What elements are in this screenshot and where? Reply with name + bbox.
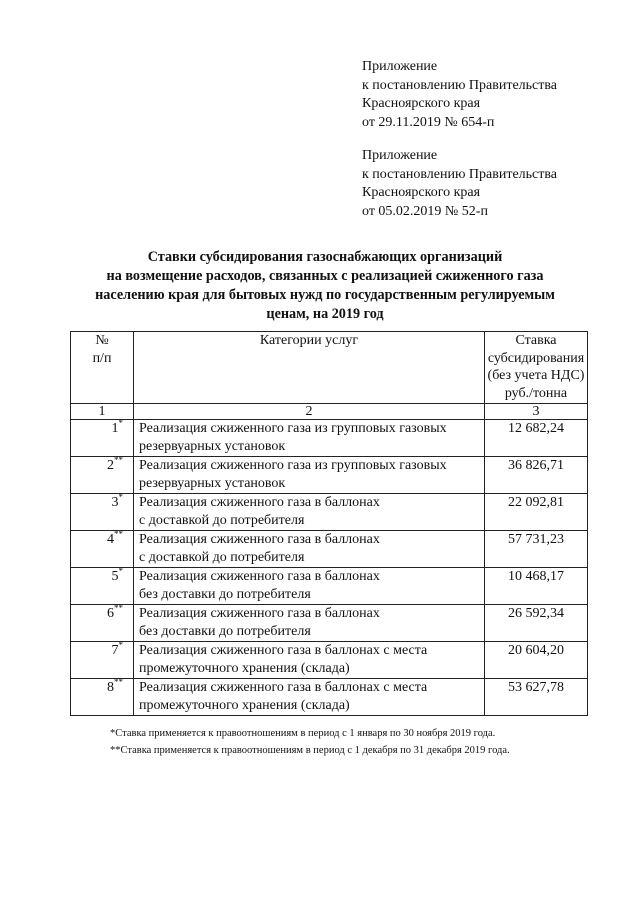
row-number bbox=[71, 531, 134, 568]
column-index: 3 bbox=[485, 404, 588, 420]
category-line: с доставкой до потребителя bbox=[139, 512, 305, 528]
service-category bbox=[134, 494, 485, 531]
subsidy-rate: 22 092,81 bbox=[485, 494, 588, 531]
column-index: 1 bbox=[71, 404, 134, 420]
footnote-marker: * bbox=[118, 566, 123, 576]
category-line: промежуточного хранения (склада) bbox=[139, 697, 350, 713]
category-line: Реализация сжиженного газа из групповых газовых bbox=[139, 458, 447, 473]
title-line: ценам, на 2019 год bbox=[266, 306, 384, 322]
column-index-row bbox=[71, 404, 588, 420]
category-line: Реализация сжиженного газа в баллонах с места bbox=[139, 643, 428, 658]
row-number bbox=[71, 420, 134, 457]
footnote-marker: ** bbox=[114, 603, 123, 613]
row-number bbox=[71, 494, 134, 531]
header-number bbox=[71, 332, 134, 404]
row-number bbox=[71, 568, 134, 605]
footnote-marker: * bbox=[118, 640, 123, 650]
service-category bbox=[134, 679, 485, 716]
subsidy-rate: 57 731,23 bbox=[485, 531, 588, 568]
title-line: на возмещение расходов, связанных с реализацией сжиженного газа bbox=[106, 268, 544, 284]
table-row bbox=[71, 679, 588, 716]
footnote-single-star: *Ставка применяется к правоотношениям в период с 1 января по 30 ноября 2019 года. bbox=[110, 728, 496, 739]
row-number-value: 8 bbox=[107, 680, 114, 695]
document-title bbox=[60, 248, 590, 324]
row-number-value: 3 bbox=[111, 495, 119, 510]
table-body bbox=[71, 420, 588, 716]
category-line: Реализация сжиженного газа в баллонах bbox=[139, 569, 380, 584]
appendix-region-line: Красноярского края bbox=[362, 96, 481, 111]
header-rate-line: (без учета НДС) bbox=[487, 368, 585, 383]
subsidy-rates-table bbox=[70, 331, 588, 716]
footnote-marker: ** bbox=[114, 677, 123, 687]
category-line: без доставки до потребителя bbox=[139, 586, 311, 602]
table-header-row bbox=[71, 332, 588, 404]
category-line: резервуарных установок bbox=[139, 475, 286, 491]
row-number-value: 5 bbox=[111, 569, 119, 584]
row-number-value: 6 bbox=[107, 606, 114, 621]
column-index: 2 bbox=[134, 404, 485, 420]
appendix-resolution-line: к постановлению Правительства bbox=[362, 77, 558, 93]
appendix-header-2 bbox=[362, 147, 557, 221]
row-number bbox=[71, 457, 134, 494]
footnote-marker: ** bbox=[114, 455, 123, 465]
table-row bbox=[71, 568, 588, 605]
header-number-abbr: п/п bbox=[92, 350, 112, 366]
subsidy-rate: 20 604,20 bbox=[485, 642, 588, 679]
category-line: резервуарных установок bbox=[139, 438, 286, 454]
appendix-label: Приложение bbox=[362, 59, 438, 74]
row-number-value: 1 bbox=[111, 421, 119, 436]
subsidy-rate: 26 592,34 bbox=[485, 605, 588, 642]
service-category bbox=[134, 605, 485, 642]
appendix-region-line: Красноярского края bbox=[362, 185, 481, 200]
table-row bbox=[71, 494, 588, 531]
service-category bbox=[134, 420, 485, 457]
subsidy-rate: 36 826,71 bbox=[485, 457, 588, 494]
footnote-marker: * bbox=[118, 418, 123, 428]
appendix-header-1 bbox=[362, 58, 557, 132]
service-category bbox=[134, 568, 485, 605]
header-rate-line: Ставка bbox=[515, 333, 557, 348]
table-row bbox=[71, 642, 588, 679]
subsidy-rate: 12 682,24 bbox=[485, 420, 588, 457]
footnote-marker: ** bbox=[114, 529, 123, 539]
header-category-label: Категории услуг bbox=[259, 333, 359, 348]
row-number bbox=[71, 679, 134, 716]
title-line: Ставки субсидирования газоснабжающих организаций bbox=[147, 249, 503, 265]
table-row bbox=[71, 457, 588, 494]
footnote-double-star: **Ставка применяется к правоотношениям в период с 1 декабря по 31 декабря 2019 года. bbox=[110, 745, 510, 756]
header-rate-line: субсидирования bbox=[487, 350, 585, 366]
row-number-value: 2 bbox=[107, 458, 114, 473]
category-line: промежуточного хранения (склада) bbox=[139, 660, 350, 676]
category-line: Реализация сжиженного газа в баллонах bbox=[139, 495, 380, 510]
header-rate bbox=[485, 332, 588, 404]
appendix-date-number: от 05.02.2019 № 52-п bbox=[362, 203, 488, 219]
service-category bbox=[134, 531, 485, 568]
table-row bbox=[71, 531, 588, 568]
appendix-label: Приложение bbox=[362, 148, 438, 163]
footnote-marker: * bbox=[118, 492, 123, 502]
appendix-resolution-line: к постановлению Правительства bbox=[362, 166, 558, 182]
row-number-value: 4 bbox=[107, 532, 114, 547]
table-row bbox=[71, 605, 588, 642]
row-number bbox=[71, 605, 134, 642]
service-category bbox=[134, 457, 485, 494]
appendix-date-number: от 29.11.2019 № 654-п bbox=[362, 114, 495, 130]
header-rate-unit: руб./тонна bbox=[504, 385, 568, 401]
header-category bbox=[134, 332, 485, 404]
row-number bbox=[71, 642, 134, 679]
title-line: населению края для бытовых нужд по государственным регулируемым bbox=[95, 287, 555, 303]
table-row bbox=[71, 420, 588, 457]
service-category bbox=[134, 642, 485, 679]
subsidy-rate: 10 468,17 bbox=[485, 568, 588, 605]
subsidy-rate: 53 627,78 bbox=[485, 679, 588, 716]
category-line: Реализация сжиженного газа в баллонах bbox=[139, 532, 380, 547]
category-line: без доставки до потребителя bbox=[139, 623, 311, 639]
footnotes bbox=[110, 725, 510, 759]
header-number-sign: № bbox=[95, 333, 109, 348]
category-line: Реализация сжиженного газа в баллонах с места bbox=[139, 680, 428, 695]
category-line: с доставкой до потребителя bbox=[139, 549, 305, 565]
row-number-value: 7 bbox=[111, 643, 119, 658]
category-line: Реализация сжиженного газа из групповых газовых bbox=[139, 421, 447, 436]
category-line: Реализация сжиженного газа в баллонах bbox=[139, 606, 380, 621]
